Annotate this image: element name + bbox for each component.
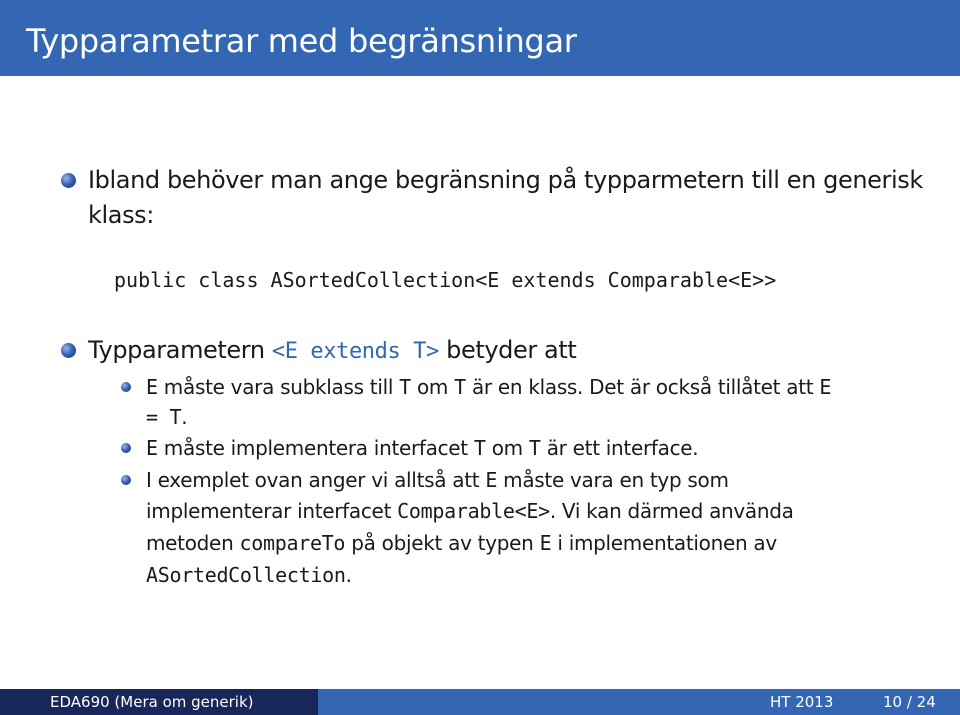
sub3-line2: implementerar interfacet Comparable<E>. Vi kan därmed använda (146, 499, 794, 523)
footer-term: HT 2013 (770, 693, 834, 711)
sub1-line1: E måste vara subklass till T om T är en klass. Det är också tillåtet att E (146, 375, 832, 399)
bullet-icon (61, 343, 76, 358)
sub3-line3: metoden compareTo på objekt av typen E i implementationen av (146, 531, 777, 555)
footer-left-panel (0, 689, 318, 715)
footer-course: EDA690 (Mera om generik) (50, 693, 254, 711)
sub-bullet-icon (121, 382, 131, 392)
bullet2-prefix: Typparametern (88, 336, 272, 364)
bullet2-text (88, 336, 576, 364)
bullet2-suffix: betyder att (438, 336, 577, 364)
sub1-line2: = T. (146, 405, 188, 429)
sub2-line: E måste implementera interfacet T om T är ett interface. (146, 436, 699, 460)
bullet-icon (61, 173, 76, 188)
sub3-line4: ASortedCollection. (146, 563, 352, 587)
slide-title: Typparametrar med begränsningar (26, 22, 577, 60)
sub-bullet-icon (121, 475, 131, 485)
code-example: public class ASortedCollection<E extends Comparable<E>> (114, 268, 777, 292)
slide-footer (0, 689, 960, 715)
sub3-line1: I exemplet ovan anger vi alltså att E måste vara en typ som (146, 468, 729, 492)
bullet1-line2: klass: (88, 201, 154, 229)
bullet1-line1: Ibland behöver man ange begränsning på typparmetern till en generisk (88, 166, 923, 194)
slide-header (0, 0, 960, 76)
footer-page-number: 10 / 24 (883, 693, 936, 711)
sub-bullet-icon (121, 443, 131, 453)
bullet2-code: <E extends T> (271, 339, 439, 364)
footer-right-panel (318, 689, 960, 715)
